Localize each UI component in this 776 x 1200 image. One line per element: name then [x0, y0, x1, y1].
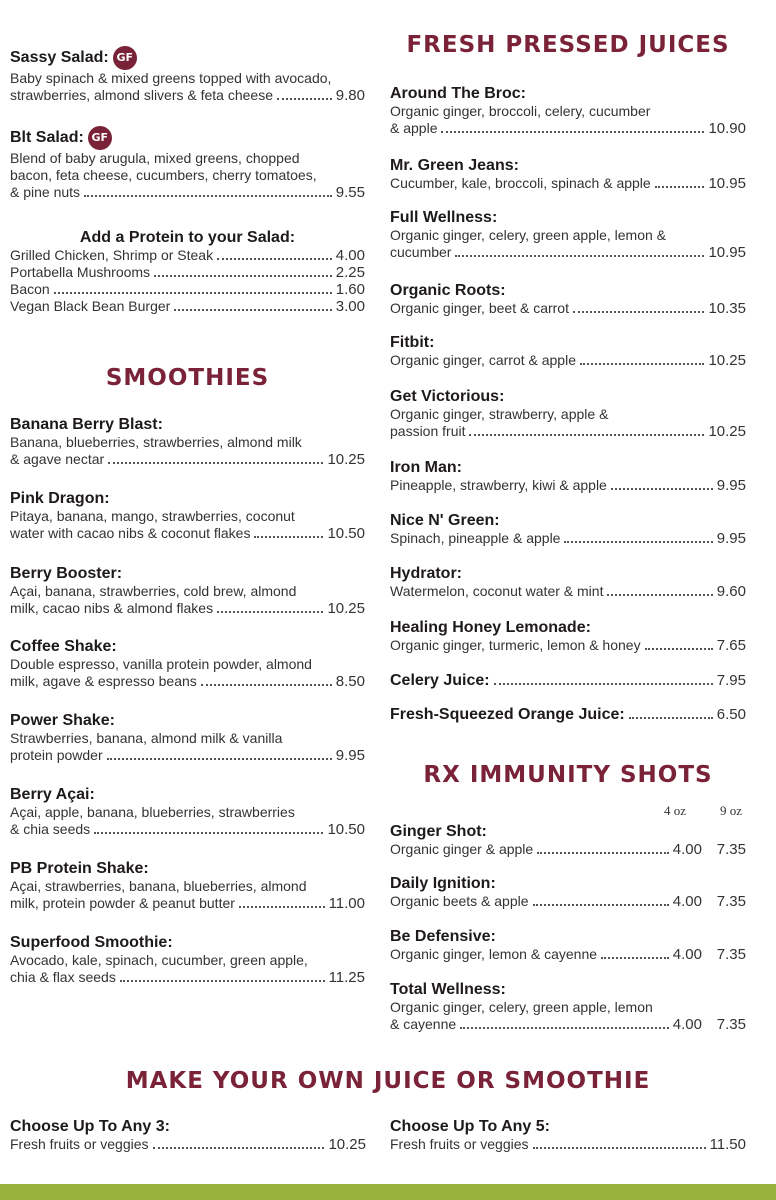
menu-item: Ginger Shot: Organic ginger & apple 4.00 7.35 — [390, 823, 746, 858]
menu-item: Banana Berry Blast: Banana, blueberries, strawberries, almond milk & agave nectar 10.25 — [10, 416, 365, 468]
menu-item: Get Victorious: Organic ginger, strawberry, apple & passion fruit 10.25 — [390, 388, 746, 440]
protein-heading: Add a Protein to your Salad: — [79, 229, 296, 246]
menu-item: Total Wellness: Organic ginger, celery, green apple, lemon & cayenne 4.00 7.35 — [390, 981, 746, 1033]
juices-heading: FRESH PRESSED JUICES — [406, 32, 730, 58]
item-description: strawberries, almond slivers & feta cheese — [10, 87, 273, 103]
menu-item-sassy-salad — [10, 46, 365, 104]
menu-item: Be Defensive: Organic ginger, lemon & cayenne 4.00 7.35 — [390, 928, 746, 963]
gluten-free-badge-icon: GF — [113, 46, 137, 70]
list-item: Vegan Black Bean Burger 3.00 — [10, 298, 365, 315]
make-own-option-5: Choose Up To Any 5: Fresh fruits or veggies 11.50 — [390, 1118, 746, 1153]
list-item: Bacon 1.60 — [10, 281, 365, 298]
menu-item: Healing Honey Lemonade: Organic ginger, turmeric, lemon & honey 7.65 — [390, 619, 746, 654]
item-description: Baby spinach & mixed greens topped with avocado, — [10, 70, 332, 86]
menu-item: Power Shake: Strawberries, banana, almond milk & vanilla protein powder 9.95 — [10, 712, 365, 764]
gluten-free-badge-icon: GF — [88, 126, 112, 150]
make-own-option-3: Choose Up To Any 3: Fresh fruits or veggies 10.25 — [10, 1118, 366, 1153]
menu-item: Nice N' Green: Spinach, pineapple & apple 9.95 — [390, 512, 746, 547]
menu-item: Coffee Shake: Double espresso, vanilla protein powder, almond milk, agave & espresso beans 8.50 — [10, 638, 365, 690]
item-price: 9.55 — [335, 184, 365, 201]
list-item: Portabella Mushrooms 2.25 — [10, 264, 365, 281]
footer-bar — [0, 1184, 776, 1200]
menu-item: Hydrator: Watermelon, coconut water & mint 9.60 — [390, 565, 746, 600]
item-title: Sassy Salad: — [10, 49, 109, 67]
item-description: bacon, feta cheese, cucumbers, cherry tomatoes, — [10, 167, 317, 183]
item-title: Blt Salad: — [10, 129, 84, 147]
menu-item: Mr. Green Jeans: Cucumber, kale, broccoli, spinach & apple 10.95 — [390, 157, 746, 192]
menu-item: Daily Ignition: Organic beets & apple 4.00 7.35 — [390, 875, 746, 910]
shots-heading: RX IMMUNITY SHOTS — [423, 762, 713, 788]
menu-item: Fitbit: Organic ginger, carrot & apple 10.25 — [390, 334, 746, 369]
item-description: Blend of baby arugula, mixed greens, chopped — [10, 150, 300, 166]
size-label-9oz: 9 oz — [719, 803, 742, 818]
list-item: Grilled Chicken, Shrimp or Steak 4.00 — [10, 247, 365, 264]
menu-item-blt-salad — [10, 126, 365, 201]
item-description: & pine nuts — [10, 184, 81, 200]
menu-item: Pink Dragon: Pitaya, banana, mango, strawberries, coconut water with cacao nibs & coconut flakes 10.50 — [10, 490, 365, 542]
menu-item: Fresh-Squeezed Orange Juice: 6.50 — [390, 706, 746, 723]
menu-item: Full Wellness: Organic ginger, celery, green apple, lemon & cucumber 10.95 — [390, 209, 746, 261]
menu-item: Berry Booster: Açai, banana, strawberries, cold brew, almond milk, cacao nibs & almond flakes 10.25 — [10, 565, 365, 617]
make-own-heading: MAKE YOUR OWN JUICE OR SMOOTHIE — [125, 1068, 651, 1094]
menu-item: PB Protein Shake: Açai, strawberries, banana, blueberries, almond milk, protein powder & peanut butter 11.00 — [10, 860, 365, 912]
menu-item: Iron Man: Pineapple, strawberry, kiwi & apple 9.95 — [390, 459, 746, 494]
protein-addon-list — [10, 228, 365, 315]
menu-item: Organic Roots: Organic ginger, beet & carrot 10.35 — [390, 282, 746, 317]
menu-item: Around The Broc: Organic ginger, broccoli, celery, cucumber & apple 10.90 — [390, 85, 746, 137]
menu-item: Celery Juice: 7.95 — [390, 672, 746, 689]
size-label-4oz: 4 oz — [663, 803, 686, 818]
smoothies-heading: SMOOTHIES — [105, 365, 270, 391]
menu-item: Superfood Smoothie: Avocado, kale, spinach, cucumber, green apple, chia & flax seeds 11.25 — [10, 934, 365, 986]
item-price: 9.80 — [335, 87, 365, 104]
menu-item: Berry Açai: Açai, apple, banana, blueberries, strawberries & chia seeds 10.50 — [10, 786, 365, 838]
